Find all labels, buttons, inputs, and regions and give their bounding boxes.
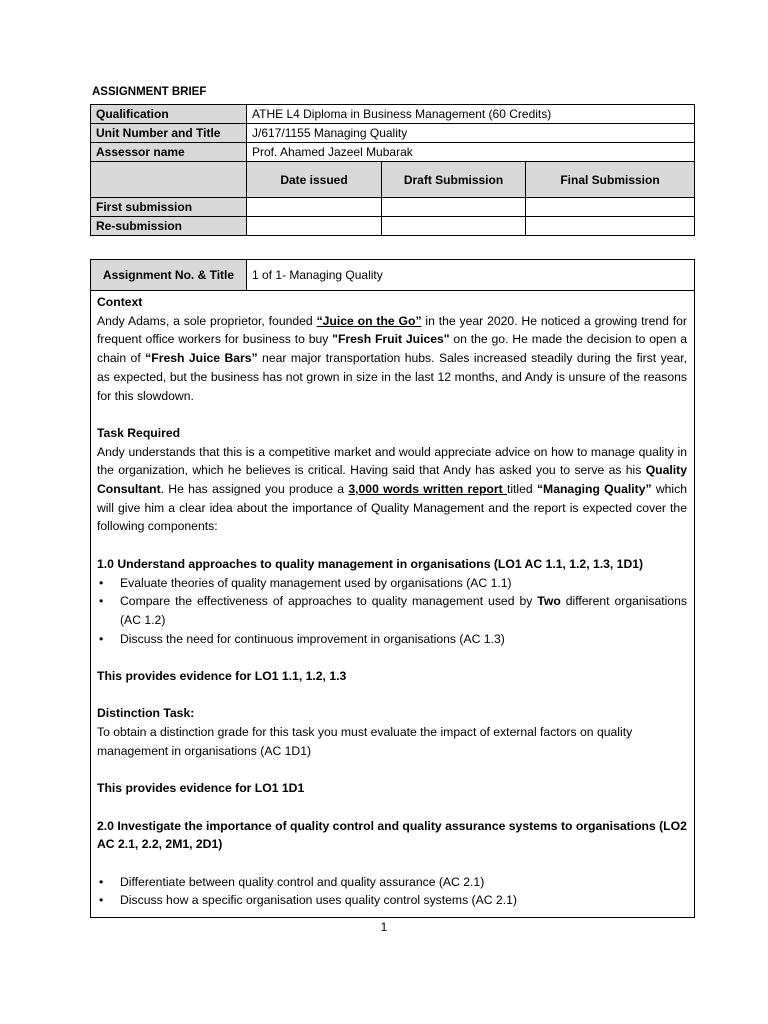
list-item: • Evaluate theories of quality management used by organisations (AC 1.1) xyxy=(97,574,687,593)
product-name: "Fresh Fruit Juices" xyxy=(332,332,450,347)
unit-label: Unit Number and Title xyxy=(91,124,247,143)
assignment-body-row xyxy=(91,291,695,918)
context-text-1: Andy Adams, a sole proprietor, founded xyxy=(97,313,317,328)
assignment-label: Assignment No. & Title xyxy=(91,260,247,291)
first-draft-cell xyxy=(382,198,526,217)
first-date-issued-cell xyxy=(247,198,382,217)
first-final-cell xyxy=(526,198,695,217)
qualification-row xyxy=(91,105,695,124)
final-submission-header: Final Submission xyxy=(526,162,695,198)
task-text-4: which will give him a clear idea about the importance of Quality Management and the report is expected cover the following components: xyxy=(97,482,688,534)
resubmission-row xyxy=(91,217,695,236)
submission-header-row xyxy=(91,162,695,198)
re-final-cell xyxy=(526,217,695,236)
evidence-lo1-1d1: This provides evidence for LO1 1D1 xyxy=(97,781,305,796)
assignment-value: 1 of 1- Managing Quality xyxy=(247,260,695,291)
evidence-lo1: This provides evidence for LO1 1.1, 1.2, 1.3 xyxy=(97,669,347,684)
resubmission-label: Re-submission xyxy=(91,217,247,236)
list-item: • Differentiate between quality control and quality assurance (AC 2.1) xyxy=(97,873,687,892)
section2-heading: 2.0 Investigate the importance of quality control and quality assurance systems to organisations (LO2 AC 2.1, 2.2, 2M1, 2D1) xyxy=(97,818,687,852)
task-report-length: 3,000 words written report xyxy=(348,482,507,497)
date-issued-header: Date issued xyxy=(247,162,382,198)
section2-list xyxy=(97,873,687,910)
context-heading: Context xyxy=(97,295,143,309)
task-text-2: . He has assigned you produce a xyxy=(160,482,349,497)
context-text-4: near major transportation hubs. Sales increased steadily during the first year, as expected, but the business has not grown in size in the last 12 months, and Andy is unsure of the reasons for this slowdown. xyxy=(97,351,687,403)
assignment-title-row xyxy=(91,260,695,291)
distinction-text: To obtain a distinction grade for this task you must evaluate the impact of external factors on quality management in organisations (AC 1D1) xyxy=(97,725,633,758)
bars-name: “Fresh Juice Bars” xyxy=(145,351,258,366)
task-text-3: titled xyxy=(506,482,537,497)
brand-name: “Juice on the Go” xyxy=(316,313,422,328)
submission-header-empty xyxy=(91,162,247,198)
re-draft-cell xyxy=(382,217,526,236)
task-role: Quality Consultant xyxy=(97,463,687,497)
section1-heading: 1.0 Understand approaches to quality management in organisations (LO1 AC 1.1, 1.2, 1.3, 1D1) xyxy=(97,556,644,571)
task-text-1: Andy understands that this is a competitive market and would appreciate advice on how to manage quality in the organization, which he believes is critical. Having said that Andy has asked you to serve as his xyxy=(97,444,687,478)
page-number: 1 xyxy=(380,920,388,934)
bullet-text: different organisations (AC 1.2) xyxy=(120,594,687,627)
section1-list xyxy=(97,574,687,649)
first-submission-label: First submission xyxy=(91,198,247,217)
qualification-label: Qualification xyxy=(91,105,247,124)
qualification-value: ATHE L4 Diploma in Business Management (60 Credits) xyxy=(247,105,695,124)
bullet-text: Compare the effectiveness of approaches to quality management used by xyxy=(120,594,538,609)
bullet-emphasis: Two xyxy=(537,594,561,609)
unit-row xyxy=(91,124,695,143)
draft-submission-header: Draft Submission xyxy=(382,162,526,198)
distinction-heading: Distinction Task: xyxy=(97,706,195,721)
list-item xyxy=(97,592,687,629)
assessor-row xyxy=(91,143,695,162)
first-submission-row xyxy=(91,198,695,217)
task-heading: Task Required xyxy=(97,425,181,440)
assignment-body xyxy=(91,291,695,918)
assessor-label: Assessor name xyxy=(91,143,247,162)
document-heading: ASSIGNMENT BRIEF xyxy=(92,86,207,98)
assignment-brief-table xyxy=(90,104,695,236)
re-date-issued-cell xyxy=(247,217,382,236)
list-item: • Discuss the need for continuous improvement in organisations (AC 1.3) xyxy=(97,630,687,649)
task-paragraph xyxy=(97,443,687,537)
unit-value: J/617/1155 Managing Quality xyxy=(247,124,695,143)
assignment-table xyxy=(90,259,695,918)
list-item: • Discuss how a specific organisation uses quality control systems (AC 2.1) xyxy=(97,891,687,910)
context-text-2: in the year 2020. He noticed a growing trend for frequent office workers for business to buy xyxy=(97,313,687,347)
assessor-value: Prof. Ahamed Jazeel Mubarak xyxy=(247,143,695,162)
context-paragraph xyxy=(97,312,687,406)
task-report-title: “Managing Quality” xyxy=(536,482,652,497)
context-text-3: on the go. He made the decision to open a chain of xyxy=(97,332,687,366)
